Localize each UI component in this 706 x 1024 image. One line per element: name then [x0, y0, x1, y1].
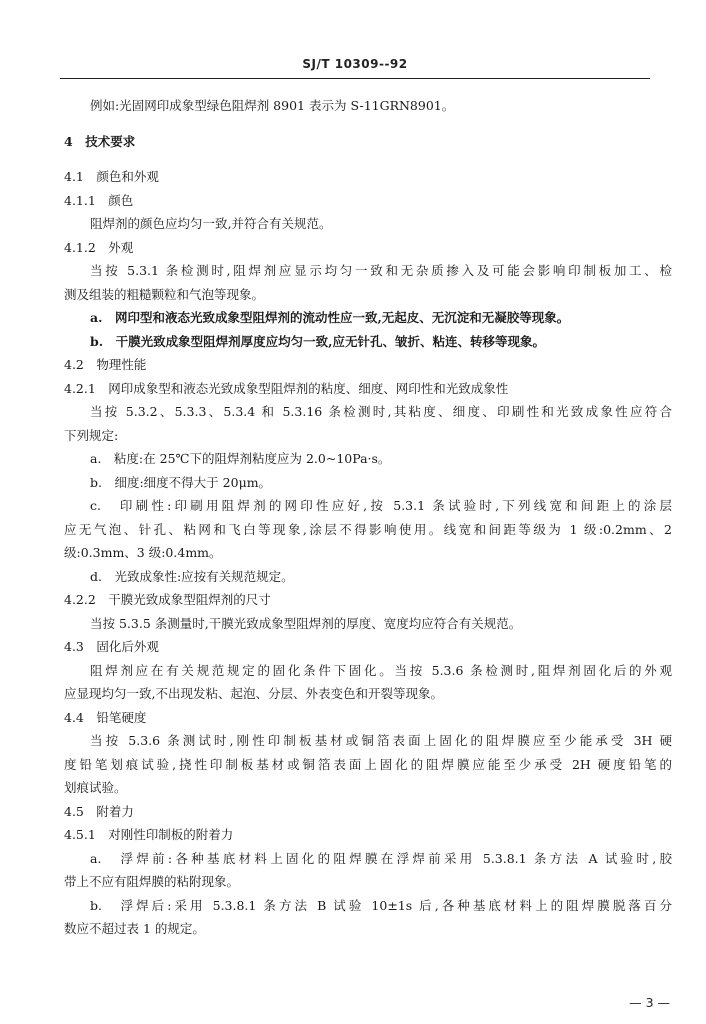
- list-item-c: c. 印刷性:印刷用阻焊剂的网印性应好,按 5.3.1 条试验时,下列线宽和间距上的涂层: [90, 498, 672, 513]
- list-item-b: b. 细度:细度不得大于 20μm。: [90, 474, 272, 490]
- section-4-heading: 4 技术要求: [64, 133, 136, 149]
- paragraph-line: 当按 5.3.2、5.3.3、5.3.4 和 5.3.16 条检测时,其粘度、细度、印刷性和光致成象性应符合: [90, 404, 672, 419]
- list-item-b: b. 干膜光致成象型阻焊剂厚度应均匀一致,应无针孔、皱折、粘连、转移等现象。: [90, 333, 545, 349]
- section-4-1-1-heading: 4.1.1 颜色: [64, 192, 134, 208]
- standard-number-header: SJ/T 10309--92: [302, 57, 408, 71]
- section-4-2-1-heading: 4.2.1 网印成象型和液态光致成象型阻焊剂的粘度、细度、网印性和光致成象性: [64, 380, 509, 396]
- paragraph-line: 当按 5.3.5 条测量时,干膜光致成象型阻焊剂的厚度、宽度均应符合有关规范。: [90, 615, 522, 631]
- paragraph-line: 级:0.3mm、3 级:0.4mm。: [64, 545, 222, 560]
- page-number: — 3 —: [629, 995, 670, 1010]
- section-4-3-heading: 4.3 固化后外观: [64, 639, 159, 654]
- paragraph-line: 应显现均匀一致,不出现发粘、起泡、分层、外表变色和开裂等现象。: [64, 686, 443, 701]
- section-4-1-heading: 4.1 颜色和外观: [64, 169, 159, 184]
- list-item-b: b. 浮焊后:采用 5.3.8.1 条方法 B 试验 10±1s 后,各种基底材料上的阻焊膜脱落百分: [90, 897, 672, 913]
- paragraph-line: 划痕试验。: [64, 780, 127, 795]
- section-4-2-2-heading: 4.2.2 干膜光致成象型阻焊剂的尺寸: [64, 592, 271, 607]
- paragraph-line: 数应不超过表 1 的规定。: [64, 921, 205, 936]
- document-body: [64, 94, 672, 941]
- example-line: 例如:光固网印成象型绿色阻焊剂 8901 表示为 S-11GRN8901。: [90, 98, 455, 113]
- paragraph-line: 阻焊剂的颜色应均匀一致,并符合有关规范。: [90, 216, 332, 231]
- list-item-d: d. 光致成象性:应按有关规范规定。: [90, 568, 294, 584]
- paragraph-line: 应无气泡、针孔、粘网和飞白等现象,涂层不得影响使用。线宽和间距等级为 1 级:0.2mm、2: [64, 521, 672, 537]
- section-4-2-heading: 4.2 物理性能: [64, 357, 147, 372]
- paragraph-line: 下列规定:: [64, 427, 119, 443]
- paragraph-line: 度铅笔划痕试验,挠性印制板基材或铜箔表面上固化的阻焊膜应能至少承受 2H 硬度铅笔的: [64, 756, 672, 772]
- paragraph-line: 带上不应有阻焊膜的粘附现象。: [64, 874, 240, 889]
- section-4-4-heading: 4.4 铅笔硬度: [64, 709, 147, 725]
- paragraph-line: 阻焊剂应在有关规范规定的固化条件下固化。当按 5.3.6 条检测时,阻焊剂固化后的外观: [90, 662, 672, 678]
- paragraph-line: 测及组装的粗糙颗粒和气泡等现象。: [64, 286, 265, 302]
- section-4-1-2-heading: 4.1.2 外观: [64, 239, 134, 255]
- paragraph-line: 当按 5.3.6 条测试时,刚性印制板基材或铜箔表面上固化的阻焊膜应至少能承受 3H 硬: [90, 733, 672, 748]
- paragraph-line: 当按 5.3.1 条检测时,阻焊剂应显示均匀一致和无杂质掺入及可能会影响印制板加工、检: [90, 263, 672, 278]
- header-rule: [60, 78, 650, 79]
- list-item-a: a. 浮焊前:各种基底材料上固化的阻焊膜在浮焊前采用 5.3.8.1 条方法 A 试验时,胶: [90, 850, 672, 866]
- list-item-a: a. 网印型和液态光致成象型阻焊剂的流动性应一致,无起皮、无沉淀和无凝胶等现象。: [90, 310, 570, 325]
- section-4-5-heading: 4.5 附着力: [64, 803, 134, 819]
- list-item-a: a. 粘度:在 25℃下的阻焊剂粘度应为 2.0~10Pa·s。: [90, 451, 391, 466]
- section-4-5-1-heading: 4.5.1 对刚性印制板的附着力: [64, 827, 234, 842]
